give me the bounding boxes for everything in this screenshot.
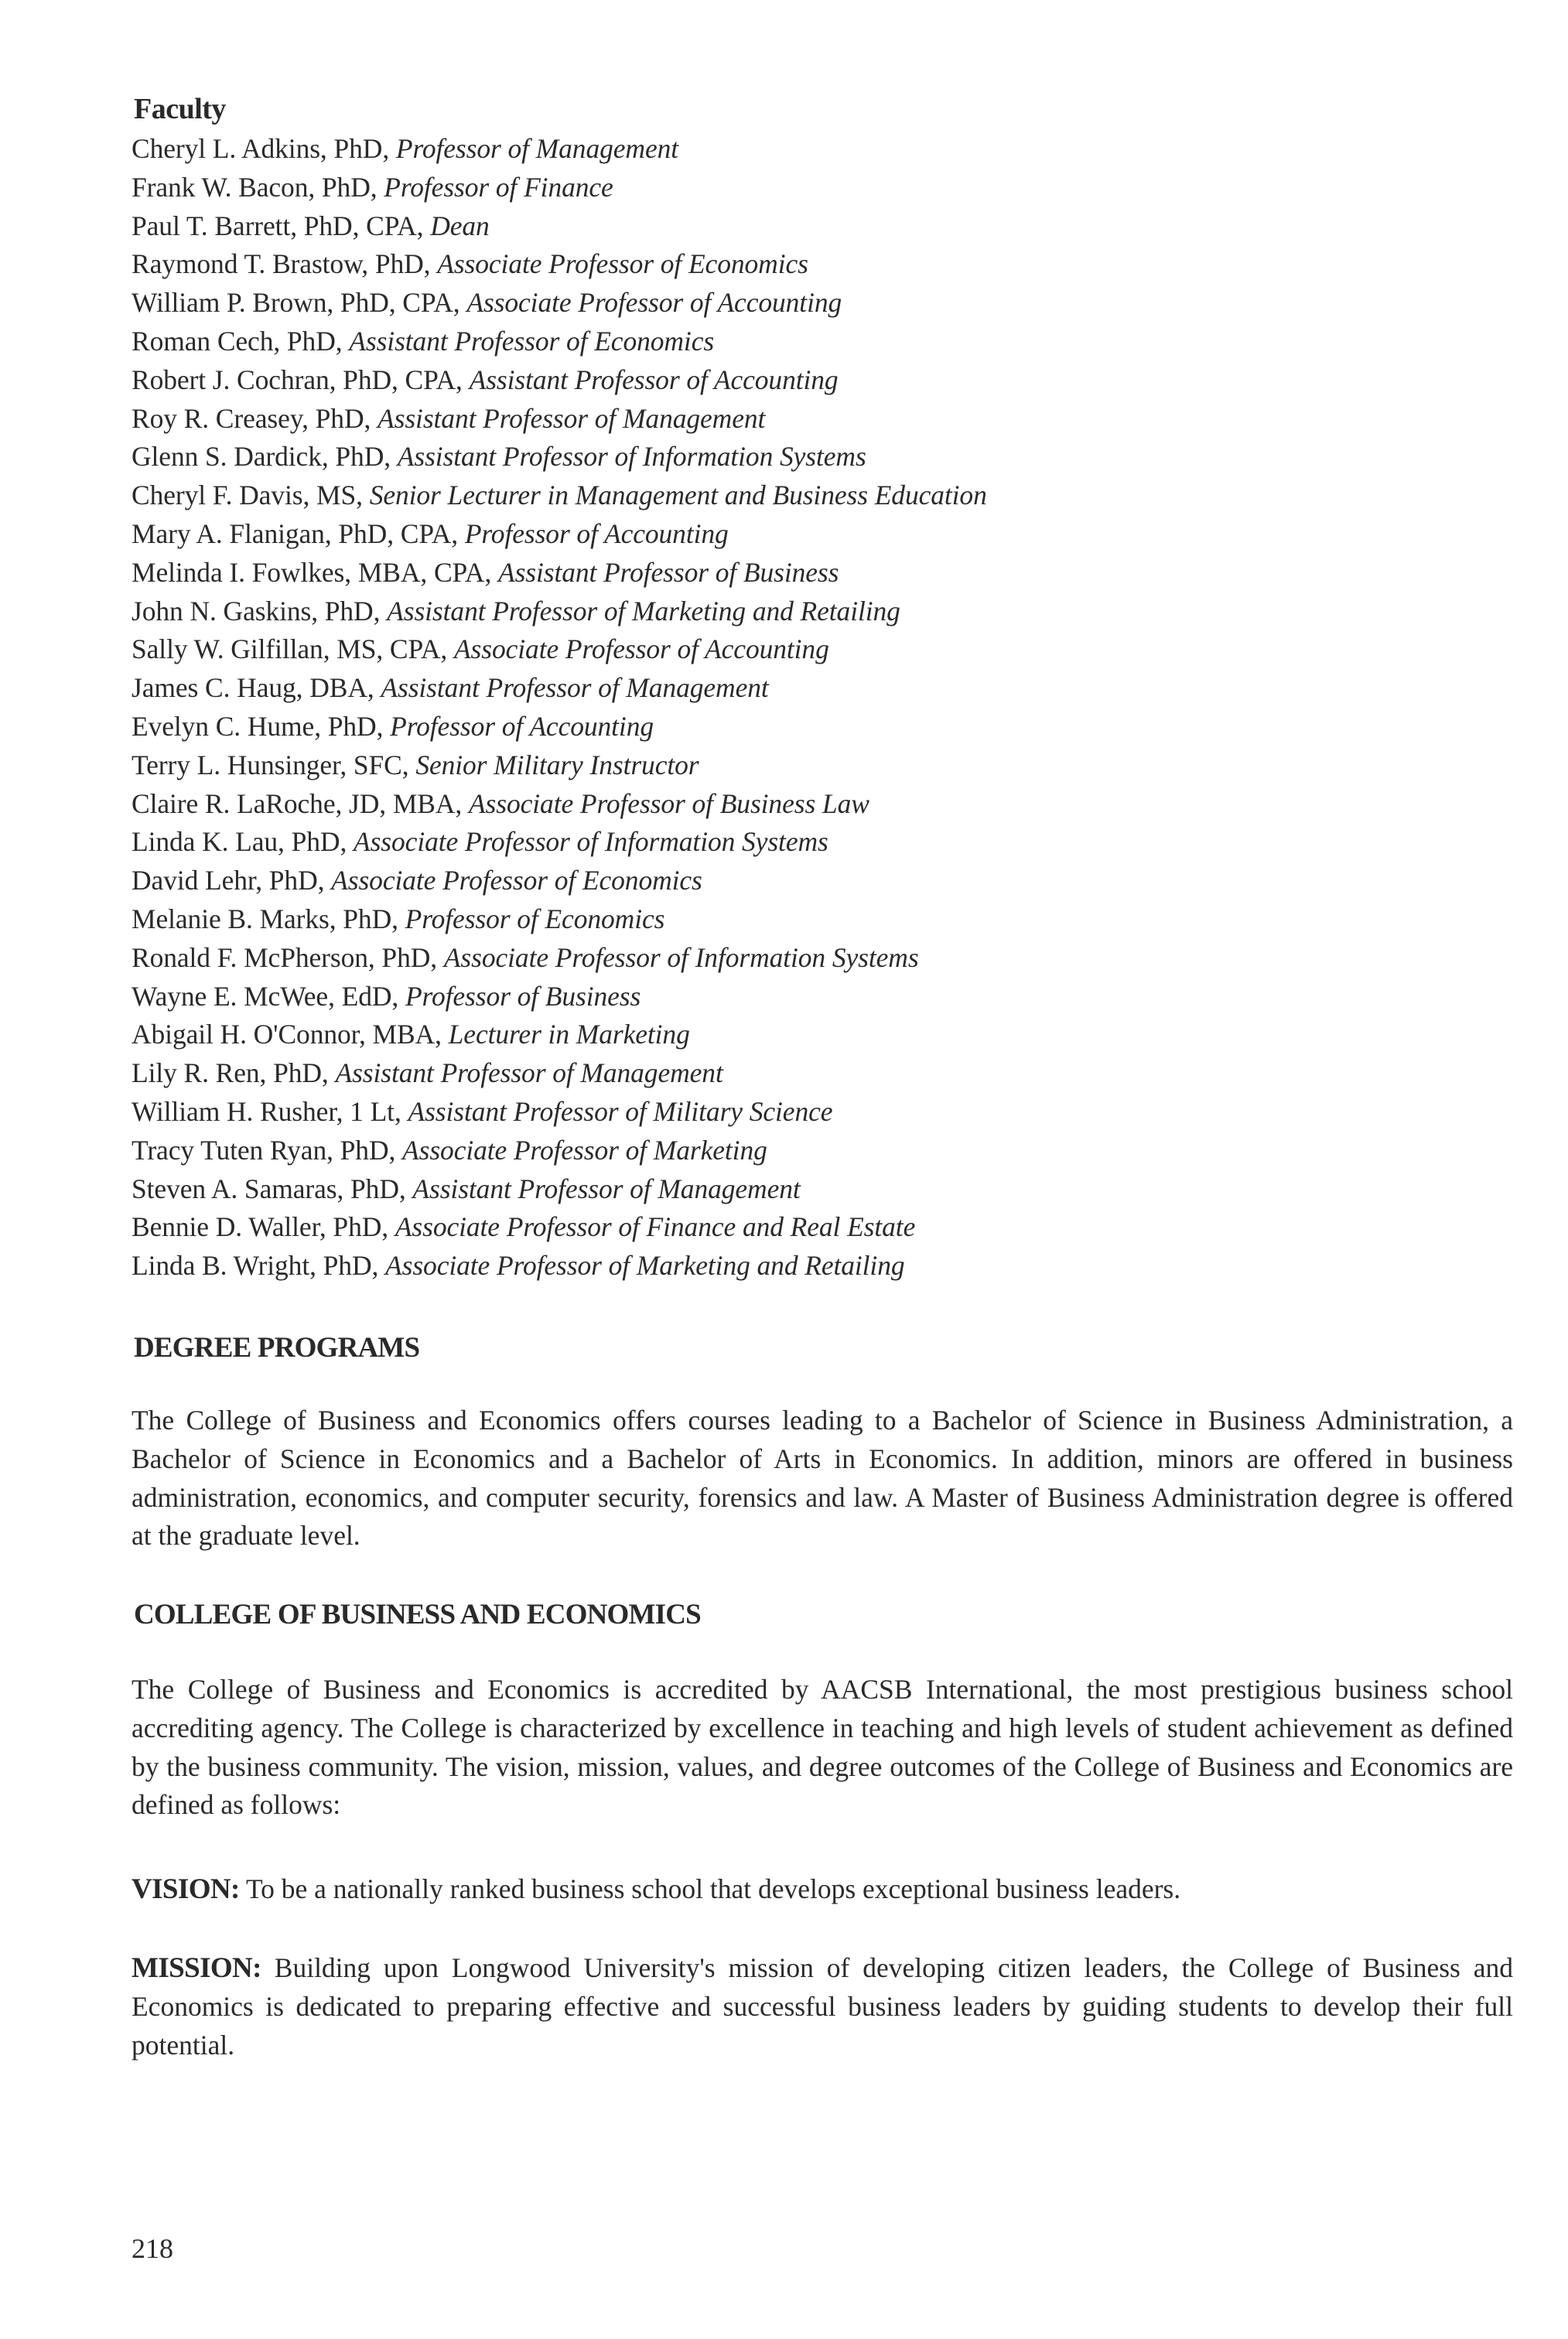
faculty-name: Linda B. Wright, PhD,: [132, 1250, 386, 1282]
faculty-name: Raymond T. Brastow, PhD,: [132, 248, 438, 280]
faculty-heading: Faculty: [134, 93, 226, 125]
faculty-member: [132, 1208, 987, 1247]
faculty-name: Steven A. Samaras, PhD,: [132, 1173, 413, 1204]
faculty-list: [132, 130, 987, 1286]
vision-statement: [132, 1870, 1513, 1909]
faculty-member: [132, 1132, 987, 1170]
faculty-member: [132, 1247, 987, 1286]
faculty-title: Professor of Accounting: [464, 517, 729, 549]
faculty-member: [132, 130, 987, 169]
faculty-title: Senior Military Instructor: [415, 749, 699, 780]
faculty-name: Melinda I. Fowlkes, MBA, CPA,: [132, 556, 498, 588]
faculty-member: [132, 169, 987, 207]
faculty-title: Associate Professor of Economics: [331, 865, 702, 896]
faculty-title: Assistant Professor of Economics: [349, 325, 715, 357]
college-paragraph: The College of Business and Economics is accredited by AACSB International, the most prestigious business school accrediting agency. The College is characterized by excellence in teaching and high levels of student achievement as defined by the business community. The vision, mission, values, and degree outcomes of the College of Business and Economics are defined as follows:: [132, 1674, 1513, 1821]
faculty-name: Wayne E. McWee, EdD,: [132, 980, 405, 1012]
faculty-name: Ronald F. McPherson, PhD,: [132, 941, 444, 973]
faculty-name: Cheryl L. Adkins, PhD,: [132, 133, 396, 164]
faculty-title: Associate Professor of Finance and Real Estate: [395, 1211, 916, 1243]
faculty-name: Linda K. Lau, PhD,: [132, 826, 354, 858]
faculty-title: Professor of Business: [405, 980, 641, 1012]
faculty-name: Tracy Tuten Ryan, PhD,: [132, 1134, 403, 1166]
faculty-title: Associate Professor of Information Systems: [443, 941, 919, 973]
faculty-title: Associate Professor of Information Systems: [354, 826, 828, 858]
faculty-member: [132, 1170, 987, 1209]
faculty-title: Assistant Professor of Management: [412, 1173, 801, 1204]
faculty-title: Professor of Economics: [405, 903, 665, 934]
faculty-member: [132, 400, 987, 439]
faculty-title: Associate Professor of Accounting: [466, 287, 842, 319]
faculty-member: [132, 900, 987, 939]
faculty-title: Assistant Professor of Management: [381, 672, 769, 704]
faculty-name: David Lehr, PhD,: [132, 865, 332, 896]
faculty-title: Assistant Professor of Management: [377, 402, 766, 434]
faculty-title: Associate Professor of Marketing and Retailing: [385, 1250, 905, 1282]
faculty-name: James C. Haug, DBA,: [132, 672, 381, 704]
college-text: [132, 1671, 1513, 1825]
faculty-title: Assistant Professor of Information Systems: [397, 441, 866, 473]
faculty-title: Dean: [430, 210, 490, 241]
faculty-name: Evelyn C. Hume, PhD,: [132, 710, 391, 742]
faculty-name: Cheryl F. Davis, MS,: [132, 480, 370, 511]
vision-text: To be a nationally ranked business school that develops exceptional business leaders.: [239, 1873, 1181, 1904]
faculty-name: Terry L. Hunsinger, SFC,: [132, 749, 416, 780]
faculty-name: Frank W. Bacon, PhD,: [132, 171, 384, 203]
faculty-name: Robert J. Cochran, PhD, CPA,: [132, 364, 470, 395]
faculty-title: Associate Professor of Accounting: [453, 633, 829, 665]
faculty-title: Professor of Management: [395, 133, 679, 164]
faculty-member: [132, 823, 987, 862]
vision-label: VISION:: [132, 1873, 240, 1905]
faculty-title: Professor of Finance: [384, 171, 613, 203]
faculty-member: [132, 630, 987, 669]
faculty-title: Lecturer in Marketing: [448, 1019, 690, 1050]
faculty-title: Senior Lecturer in Management and Business Education: [369, 480, 987, 511]
faculty-title: Professor of Accounting: [390, 710, 654, 742]
degree-programs-heading: DEGREE PROGRAMS: [134, 1332, 420, 1364]
faculty-member: [132, 862, 987, 900]
faculty-name: Roy R. Creasey, PhD,: [132, 402, 378, 434]
faculty-name: Claire R. LaRoche, JD, MBA,: [132, 787, 469, 819]
faculty-member: [132, 1016, 987, 1054]
faculty-title: Assistant Professor of Marketing and Retailing: [387, 595, 900, 627]
faculty-member: [132, 323, 987, 361]
faculty-name: Lily R. Ren, PhD,: [132, 1057, 336, 1089]
faculty-member: [132, 669, 987, 708]
faculty-name: Melanie B. Marks, PhD,: [132, 903, 405, 934]
faculty-member: [132, 708, 987, 746]
faculty-member: [132, 939, 987, 978]
faculty-member: [132, 592, 987, 631]
faculty-name: William H. Rusher, 1 Lt,: [132, 1095, 408, 1127]
mission-label: MISSION:: [132, 1952, 261, 1984]
faculty-title: Associate Professor of Marketing: [402, 1134, 767, 1166]
faculty-member: [132, 361, 987, 400]
faculty-member: [132, 438, 987, 476]
faculty-member: [132, 554, 987, 592]
faculty-name: Sally W. Gilfillan, MS, CPA,: [132, 633, 454, 665]
degree-programs-text: The College of Business and Economics offers courses leading to a Bachelor of Science in Business Administration, a Bachelor of Science in Economics and a Bachelor of Arts in Economics. In addition, minors are offered in business administration, economics, and computer security, forensics and law. A Master of Business Administration degree is offered at the graduate level.: [132, 1405, 1513, 1552]
page-number: 218: [132, 2233, 173, 2264]
faculty-title: Associate Professor of Business Law: [468, 787, 869, 819]
faculty-name: John N. Gaskins, PhD,: [132, 595, 388, 627]
faculty-name: William P. Brown, PhD, CPA,: [132, 287, 467, 319]
faculty-member: [132, 245, 987, 284]
faculty-member: [132, 785, 987, 824]
faculty-title: Associate Professor of Economics: [437, 248, 808, 280]
faculty-title: Assistant Professor of Business: [498, 556, 839, 588]
faculty-member: [132, 207, 987, 246]
faculty-name: Roman Cech, PhD,: [132, 325, 350, 357]
faculty-member: [132, 1054, 987, 1093]
faculty-member: [132, 1093, 987, 1132]
faculty-member: [132, 476, 987, 515]
faculty-member: [132, 515, 987, 554]
faculty-name: Glenn S. Dardick, PhD,: [132, 441, 398, 473]
mission-statement: [132, 1949, 1513, 2064]
college-heading: COLLEGE OF BUSINESS AND ECONOMICS: [134, 1599, 701, 1630]
faculty-name: Bennie D. Waller, PhD,: [132, 1211, 395, 1243]
faculty-member: [132, 746, 987, 785]
faculty-name: Paul T. Barrett, PhD, CPA,: [132, 210, 431, 241]
mission-text: Building upon Longwood University's mission of developing citizen leaders, the College of Business and Economics is dedicated to preparing effective and successful business leaders by guiding students to develop their full potential.: [132, 1952, 1513, 2061]
faculty-title: Assistant Professor of Management: [335, 1057, 723, 1089]
faculty-title: Assistant Professor of Accounting: [469, 364, 839, 395]
faculty-member: [132, 978, 987, 1016]
faculty-member: [132, 284, 987, 323]
faculty-title: Assistant Professor of Military Science: [408, 1095, 833, 1127]
faculty-name: Abigail H. O'Connor, MBA,: [132, 1019, 449, 1050]
faculty-name: Mary A. Flanigan, PhD, CPA,: [132, 517, 465, 549]
